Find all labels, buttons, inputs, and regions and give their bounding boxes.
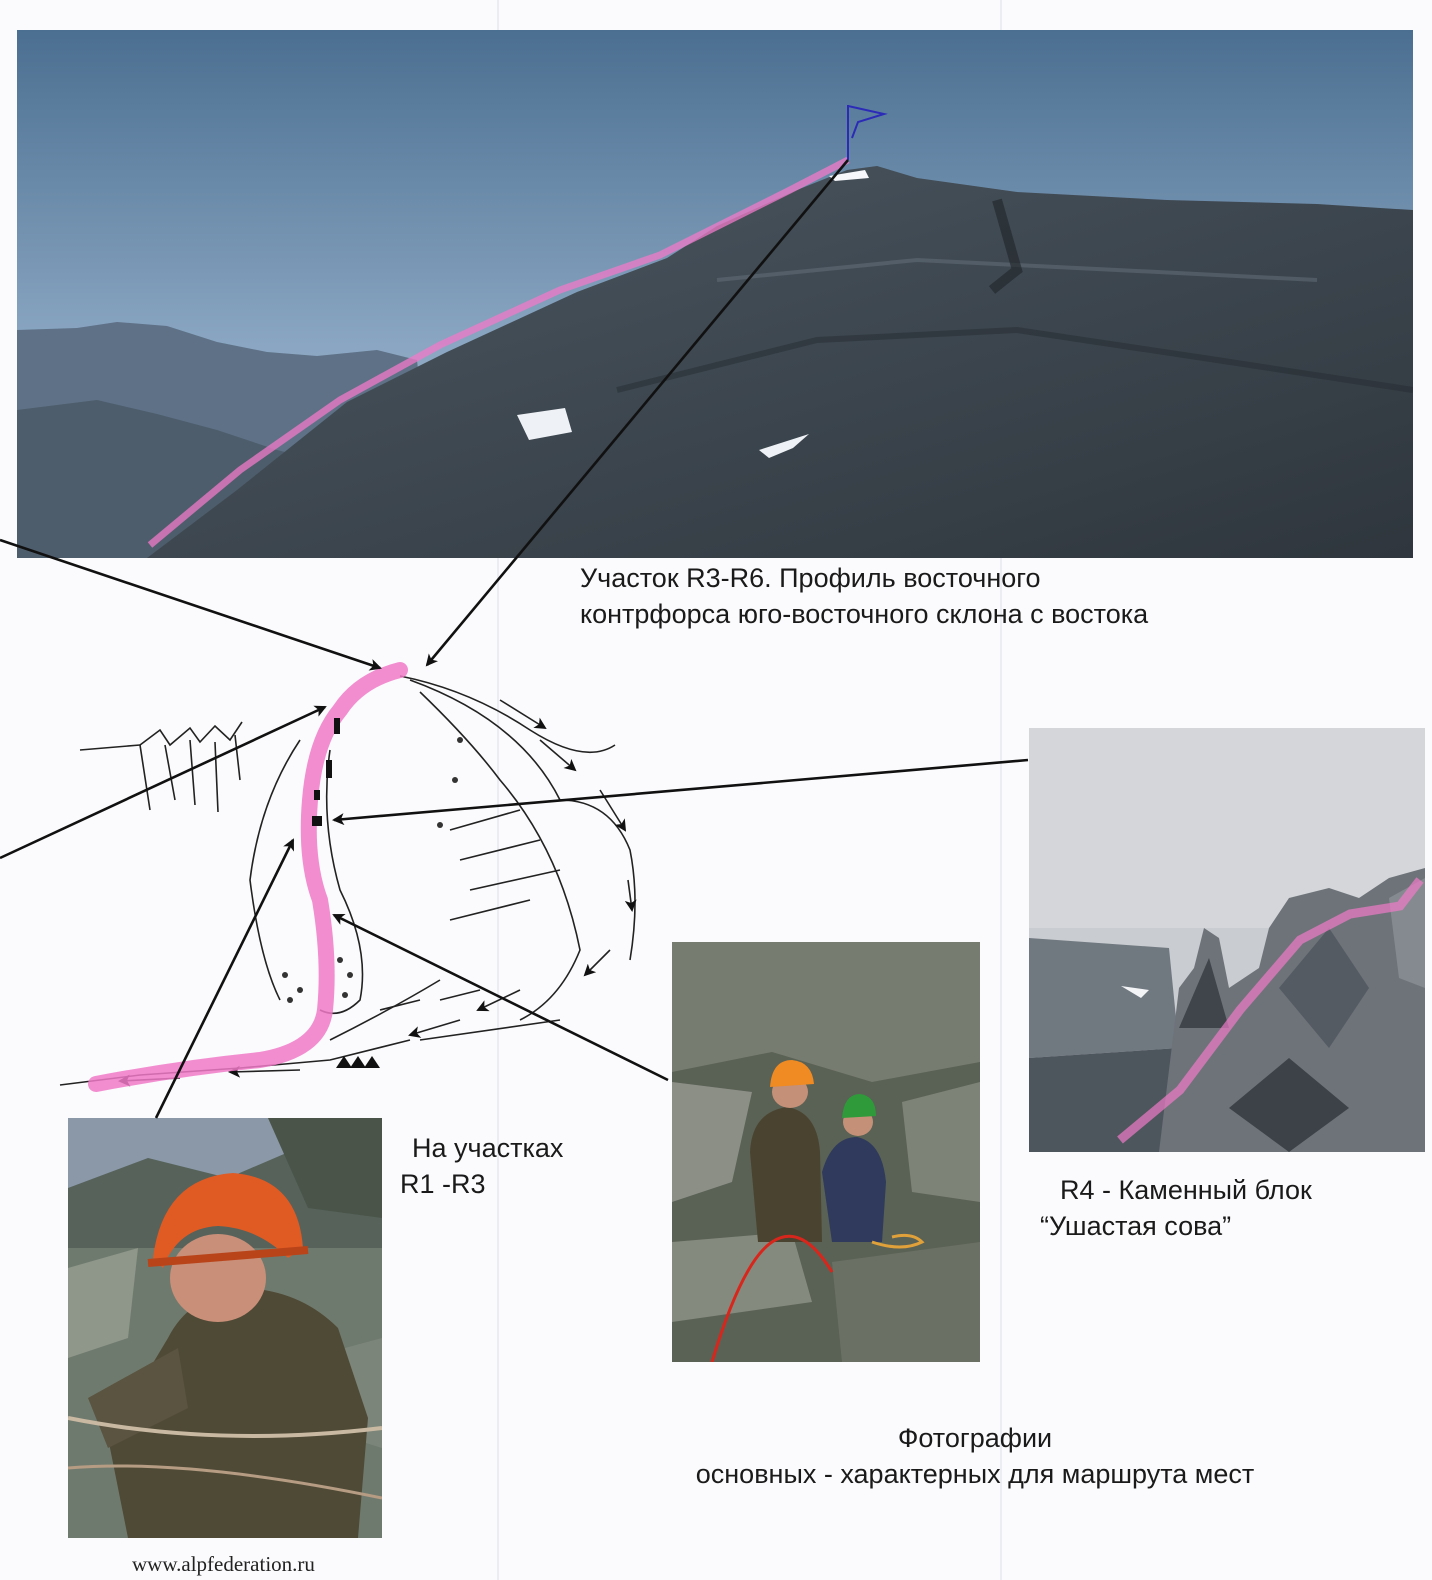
photo-r4-rock-block: [1029, 728, 1425, 1152]
r4-caption-line-1: R4 - Каменный блок: [1060, 1175, 1312, 1205]
summary-caption-line-2: основных - характерных для маршрута мест: [695, 1459, 1255, 1489]
arrow-two-climbers: [334, 915, 668, 1080]
panorama-caption-line-2: контрфорса юго-восточного склона с востока: [580, 599, 1149, 629]
r1-r3-caption: [400, 1130, 563, 1202]
rock-block-icon: [312, 718, 340, 826]
summary-caption: [560, 1420, 1390, 1492]
arrow-r4-photo: [334, 760, 1028, 820]
summary-caption-line-1: Фотографии: [897, 1423, 1053, 1453]
photo-two-climbers: [672, 942, 980, 1362]
r4-caption: [1040, 1172, 1312, 1244]
r1-r3-caption-line-2: R1 -R3: [400, 1169, 486, 1199]
tent-camp-icon: [336, 1056, 380, 1068]
sketch-route-highlight: [96, 670, 400, 1084]
sketch-flow-arrows: [120, 700, 632, 1081]
website-credit: www.alpfederation.ru: [132, 1552, 315, 1576]
panorama-caption: [580, 560, 1148, 632]
arrow-left-top: [0, 540, 380, 668]
panorama-caption-line-1: Участок R3-R6. Профиль восточного: [580, 563, 1041, 593]
arrow-left-middle: [0, 707, 325, 858]
route-sketch: [60, 676, 635, 1085]
photo-r1-r3-climber: [68, 1118, 382, 1538]
arrow-r1-r3: [156, 840, 293, 1118]
scree-marks: [282, 737, 463, 1003]
panorama-photo: [17, 30, 1413, 558]
r4-caption-line-2: “Ушастая сова”: [1040, 1211, 1232, 1241]
r1-r3-caption-line-1: На участках: [412, 1133, 564, 1163]
